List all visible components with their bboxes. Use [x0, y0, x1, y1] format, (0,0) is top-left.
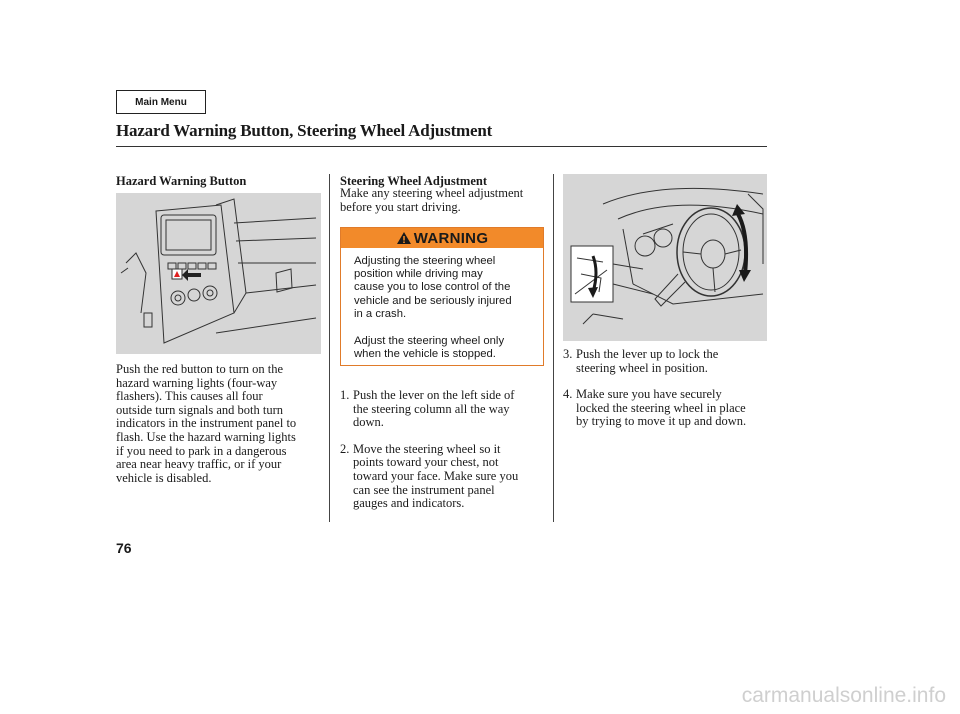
step-number: 4.: [563, 387, 573, 402]
step-number: 3.: [563, 347, 573, 361]
warning-header: [341, 228, 543, 248]
step-line: steering wheel in position.: [576, 360, 708, 375]
step-line: locked the steering wheel in place: [576, 400, 746, 415]
step-item: [340, 443, 550, 511]
step-line: can see the instrument panel: [353, 482, 495, 497]
step-line: Push the lever up to lock the: [576, 347, 719, 361]
step-line: by trying to move it up and down.: [576, 414, 747, 429]
step-item: [340, 389, 550, 430]
step-number: 2.: [340, 441, 350, 456]
hazard-body: [116, 363, 326, 485]
hazard-body-line: hazard warning lights (four-way: [116, 375, 278, 390]
steering-intro-line: Make any steering wheel adjustment: [340, 186, 524, 200]
step-line: Move the steering wheel so it: [353, 441, 501, 456]
dashboard-hazard-drawing: [116, 193, 321, 354]
hazard-body-line: outside turn signals and both turn: [116, 402, 283, 417]
warning-label: WARNING: [413, 229, 489, 247]
hazard-body-line: if you need to park in a dangerous: [116, 443, 287, 458]
warning-triangle-icon: [396, 231, 412, 245]
step-line: the steering column all the way: [353, 401, 510, 416]
steering-heading: Steering Wheel Adjustment: [340, 174, 487, 188]
warning-text-2: [354, 335, 539, 361]
hazard-button-illustration: [116, 193, 321, 354]
warning-line: when the vehicle is stopped.: [354, 348, 496, 361]
column-divider: [553, 174, 554, 522]
hazard-body-line: area near heavy traffic, or if your: [116, 457, 282, 472]
steering-steps-1-2: [340, 389, 550, 524]
hazard-body-line: vehicle is disabled.: [116, 470, 212, 485]
step-line: points toward your chest, not: [353, 455, 499, 470]
step-line: Push the lever on the left side of: [353, 388, 515, 402]
hazard-heading: Hazard Warning Button: [116, 174, 247, 188]
warning-line: vehicle and be seriously injured: [354, 294, 512, 307]
step-number: 1.: [340, 388, 350, 402]
hazard-body-line: Push the red button to turn on the: [116, 362, 283, 376]
step-line: gauges and indicators.: [353, 496, 465, 511]
step-item: [563, 388, 773, 429]
step-line: toward your face. Make sure you: [353, 468, 519, 483]
hazard-body-line: flashers). This causes all four: [116, 389, 263, 404]
warning-line: cause you to lose control of the: [354, 281, 511, 294]
steering-wheel-illustration: [563, 174, 767, 341]
warning-line: Adjusting the steering wheel: [354, 255, 496, 267]
steering-intro-line: before you start driving.: [340, 199, 461, 214]
warning-line: in a crash.: [354, 307, 407, 320]
hazard-body-line: flash. Use the hazard warning lights: [116, 429, 296, 444]
steering-steps-3-4: [563, 348, 773, 442]
page-number: 76: [116, 540, 132, 556]
column-divider: [329, 174, 330, 522]
steering-intro: [340, 187, 550, 214]
watermark: carmanualsonline.info: [741, 684, 946, 707]
step-line: Make sure you have securely: [576, 387, 722, 402]
warning-text-1: [354, 255, 539, 321]
warning-box: [340, 227, 544, 366]
warning-line: Adjust the steering wheel only: [354, 335, 505, 347]
title-divider: [116, 146, 767, 147]
hazard-body-line: indicators in the instrument panel to: [116, 416, 297, 431]
main-menu-button[interactable]: Main Menu: [116, 90, 206, 114]
step-line: down.: [353, 415, 384, 430]
step-item: [563, 348, 773, 375]
steering-wheel-drawing: [563, 174, 767, 341]
warning-line: position while driving may: [354, 268, 483, 281]
page-title: Hazard Warning Button, Steering Wheel Adjustment: [116, 121, 493, 140]
